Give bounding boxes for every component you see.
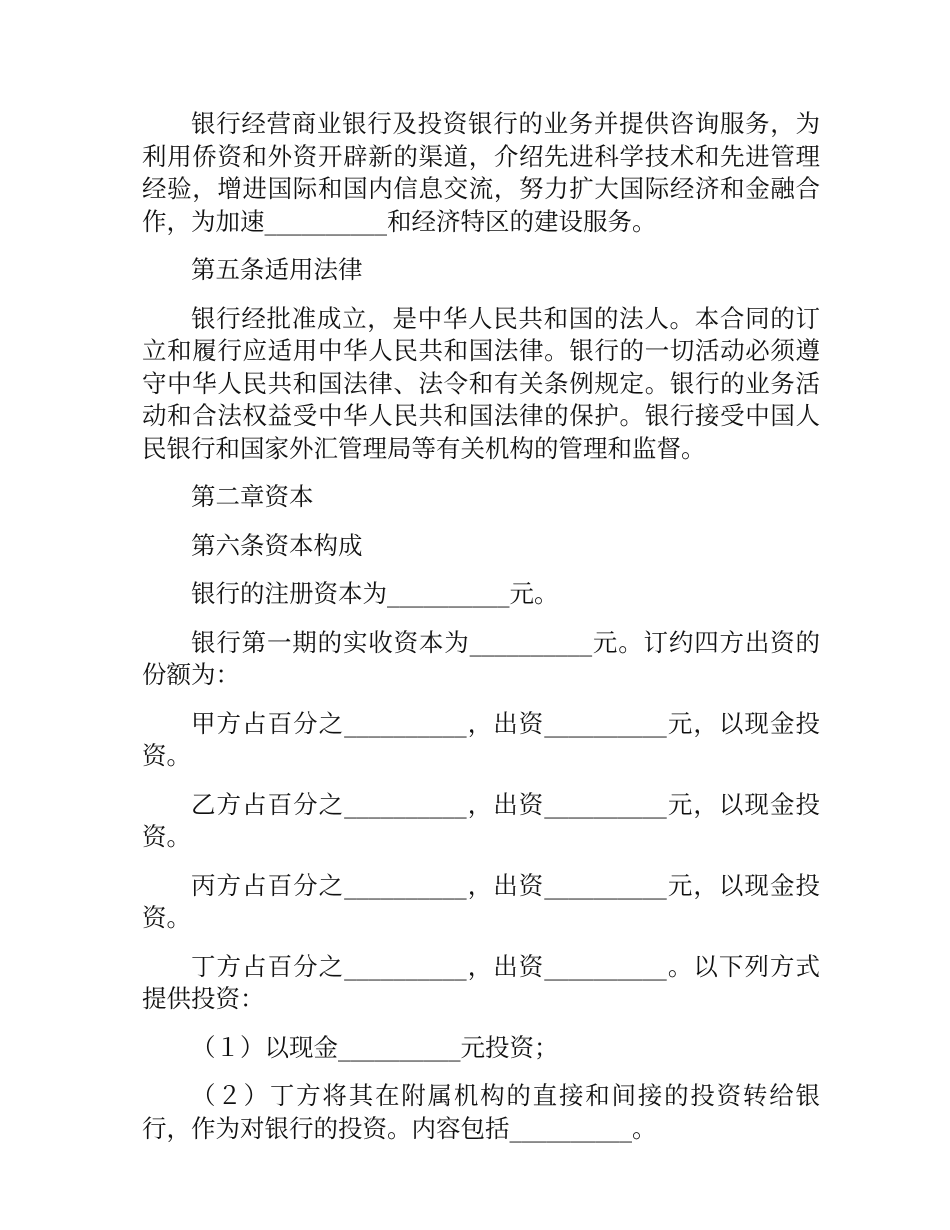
paragraph-applicable-law: 银行经批准成立，是中华人民共和国的法人。本合同的订立和履行应适用中华人民共和国法律。银行的一切活动必须遵守中华人民共和国法律、法令和有关条例规定。银行的业务活动和合法权益受中华人民共和国法律的保护。银行接受中国人民银行和国家外汇管理局等有关机构的管理和监督。	[142, 303, 820, 463]
heading-article-6: 第六条资本构成	[191, 530, 363, 560]
list-item-affiliate-transfer: （２）丁方将其在附属机构的直接和间接的投资转给银行，作为对银行的投资。内容包括__________。	[142, 1081, 820, 1143]
paragraph-party-a-share: 甲方占百分之__________，出资__________元，以现金投资。	[142, 708, 820, 770]
paragraph-registered-capital: 银行的注册资本为__________元。	[191, 579, 559, 608]
paragraph-party-b-share: 乙方占百分之__________，出资__________元，以现金投资。	[142, 789, 820, 851]
paragraph-business-scope: 银行经营商业银行及投资银行的业务并提供咨询服务，为利用侨资和外资开辟新的渠道，介绍先进科学技术和先进管理经验，增进国际和国内信息交流，努力扩大国际经济和金融合作，为加速__________和经济特区的建设服务。	[142, 109, 820, 236]
document-body	[142, 108, 820, 1161]
paragraph-party-c-share: 丙方占百分之__________，出资__________元，以现金投资。	[142, 870, 820, 932]
heading-article-5: 第五条适用法律	[191, 255, 363, 284]
paragraph-paid-in-capital: 银行第一期的实收资本为__________元。订约四方出资的份额为：	[142, 627, 820, 689]
heading-chapter-2: 第二章资本	[191, 482, 314, 511]
list-item-cash-investment: （１）以现金__________元投资；	[191, 1032, 559, 1062]
paragraph-party-d-share: 丁方占百分之__________，出资__________。以下列方式提供投资：	[142, 951, 820, 1013]
